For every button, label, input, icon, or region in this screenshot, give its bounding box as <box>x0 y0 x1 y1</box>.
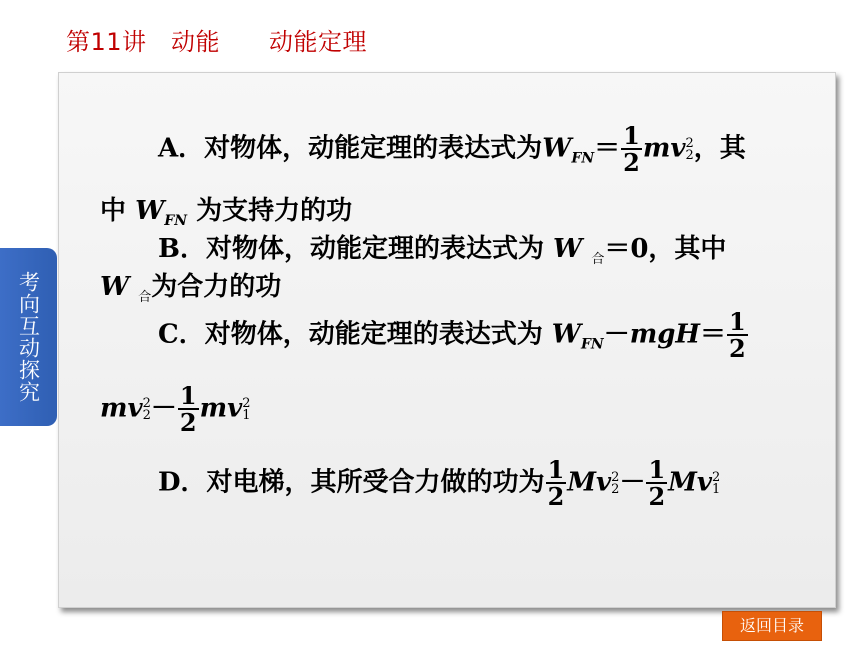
option-a-line2: 中 $W_{FN}$ 为支持力的功 <box>100 196 353 229</box>
option-a-line1: A．对物体，动能定理的表达式为$W_{FN}=$ $\frac{1}{2}$ mv 2 2 ，其 <box>158 121 746 177</box>
fraction-half: $\frac{1}{2}$ <box>623 121 640 177</box>
fraction-half: $\frac{1}{2}$ <box>179 381 197 437</box>
page-title: 第11讲 动能 动能定理 <box>66 28 368 56</box>
back-to-contents-button[interactable]: 返回目录 <box>722 611 822 641</box>
fraction-half: $\frac{1}{2}$ <box>547 455 565 511</box>
option-b-line2: W $_合$为合力的功 <box>100 272 282 305</box>
side-tab-label: 考向互动探究 <box>16 271 41 403</box>
fraction-half: $\frac{1}{2}$ <box>648 455 666 511</box>
option-c-line2: mv 2 2 － $\frac{1}{2}$ mv 2 1 <box>100 381 251 437</box>
fraction-half: $\frac{1}{2}$ <box>729 307 746 363</box>
side-nav-tab[interactable] <box>0 248 57 426</box>
option-b-line1: B．对物体，动能定理的表达式为 W $_合$＝0，其中 <box>158 234 727 267</box>
option-d-line1: D．对电梯，其所受合力做的功为 $\frac{1}{2}$ Mv 2 2 － $\frac{1}{2}$ Mv 2 1 <box>158 455 721 511</box>
option-c-line1: C．对物体，动能定理的表达式为 $W_{FN}-mgH=$ $\frac{1}{2}$ <box>158 307 746 363</box>
